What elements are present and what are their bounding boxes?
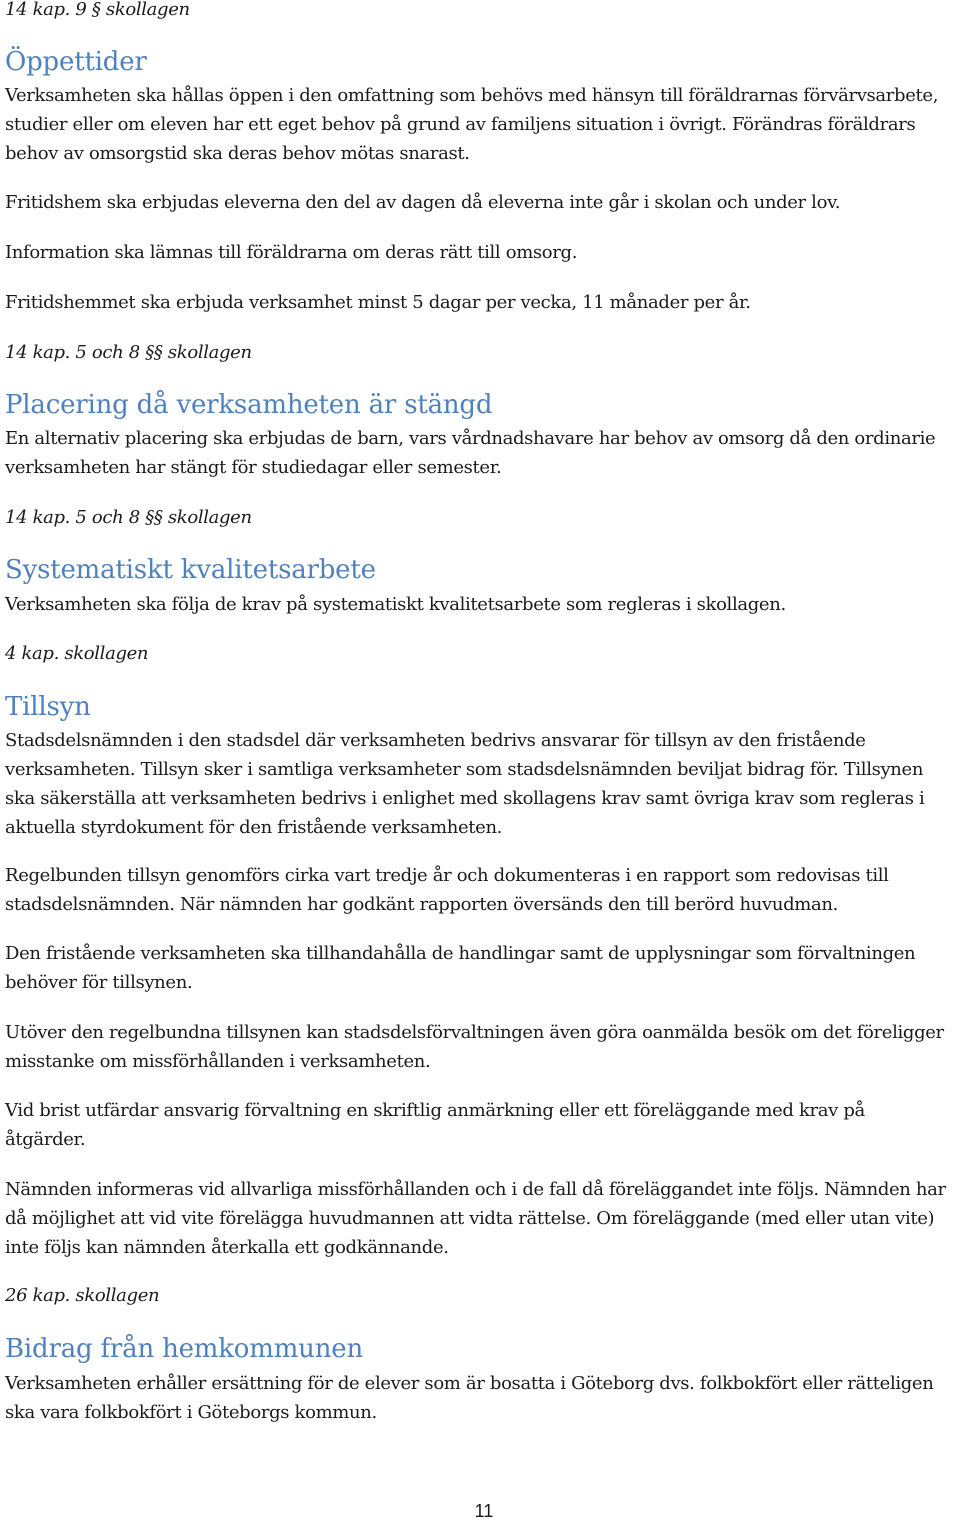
paragraph: Regelbunden tillsyn genomförs cirka vart tredje år och dokumenteras i en rapport som redovisas till stadsdelsnämnden. När nämnden har godkänt rapporten översänds den till berörd huvudman.: [5, 865, 889, 915]
paragraph: Verksamheten ska hållas öppen i den omfattning som behövs med hänsyn till föräldrarnas förvärvsarbete, studier eller om eleven har ett eget behov på grund av familjens situation i övrigt. Förändras föräldrars behov av omsorgstid ska deras behov mötas snarast.: [5, 85, 939, 164]
section-heading-kvalitet: Systematiskt kvalitetsarbete: [5, 555, 376, 585]
paragraph: Information ska lämnas till föräldrarna om deras rätt till omsorg.: [5, 242, 578, 263]
paragraph: Utöver den regelbundna tillsynen kan stadsdelsförvaltningen även göra oanmälda besök om det föreligger misstanke om missförhållanden i verksamheten.: [5, 1022, 944, 1072]
law-reference: 14 kap. 5 och 8 §§ skollagen: [5, 342, 252, 363]
paragraph: Fritidshemmet ska erbjuda verksamhet minst 5 dagar per vecka, 11 månader per år.: [5, 292, 751, 313]
law-reference: 14 kap. 5 och 8 §§ skollagen: [5, 507, 252, 528]
paragraph: Fritidshem ska erbjudas eleverna den del av dagen då eleverna inte går i skolan och under lov.: [5, 192, 841, 213]
section-heading-bidrag: Bidrag från hemkommunen: [5, 1334, 363, 1364]
section-heading-placering: Placering då verksamheten är stängd: [5, 390, 493, 420]
section-heading-tillsyn: Tillsyn: [5, 692, 91, 722]
paragraph: Nämnden informeras vid allvarliga missförhållanden och i de fall då föreläggandet inte följs. Nämnden har då möjlighet att vid vite förelägga huvudmannen att vidta rättelse. Om föreläggande (med eller utan vite) inte följs kan nämnden återkalla ett godkännande.: [5, 1179, 946, 1258]
law-reference: 26 kap. skollagen: [5, 1285, 160, 1306]
paragraph: Verksamheten erhåller ersättning för de elever som är bosatta i Göteborg dvs. folkbokfört eller rätteligen ska vara folkbokfört i Göteborgs kommun.: [5, 1373, 934, 1423]
law-reference: 14 kap. 9 § skollagen: [5, 0, 190, 20]
section-heading-opettider: Öppettider: [5, 47, 147, 77]
paragraph: En alternativ placering ska erbjudas de barn, vars vårdnadshavare har behov av omsorg då den ordinarie verksamheten har stängt för studiedagar eller semester.: [5, 428, 936, 478]
law-reference: 4 kap. skollagen: [5, 643, 149, 664]
paragraph: Stadsdelsnämnden i den stadsdel där verksamheten bedrivs ansvarar för tillsyn av den fristående verksamheten. Tillsyn sker i samtliga verksamheter som stadsdelsnämnden beviljat bidrag för. Tillsynen ska säkerställa att verksamheten bedrivs i enlighet med skollagens krav samt övriga krav som regleras i aktuella styrdokument för den fristående verksamheten.: [5, 730, 925, 838]
page-number: 11: [474, 1501, 494, 1521]
paragraph: Vid brist utfärdar ansvarig förvaltning en skriftlig anmärkning eller ett föreläggande med krav på åtgärder.: [5, 1100, 865, 1150]
paragraph: Den fristående verksamheten ska tillhandahålla de handlingar samt de upplysningar som förvaltningen behöver för tillsynen.: [5, 943, 916, 993]
paragraph: Verksamheten ska följa de krav på systematiskt kvalitetsarbete som regleras i skollagen.: [5, 594, 786, 615]
